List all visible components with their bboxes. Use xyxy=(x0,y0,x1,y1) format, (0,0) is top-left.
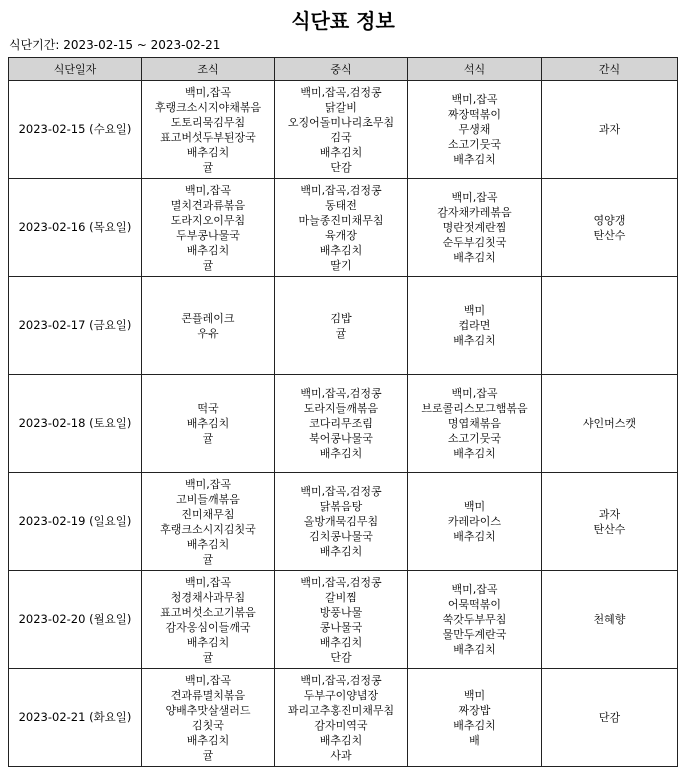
breakfast-item: 멸치견과류볶음 xyxy=(170,198,246,212)
breakfast-item: 귤 xyxy=(202,160,214,174)
dinner-item: 짜장밥 xyxy=(458,703,491,717)
date-cell: 2023-02-18 (토요일) xyxy=(9,375,142,473)
dinner-item: 명엽채볶음 xyxy=(447,417,502,430)
breakfast-item: 견과류멸치볶음 xyxy=(170,688,246,702)
breakfast-item: 귤 xyxy=(202,650,214,664)
snack-cell xyxy=(542,669,678,767)
lunch-item: 동태전 xyxy=(325,198,357,212)
lunch-item: 귤 xyxy=(335,326,347,340)
snack-item: 탄산수 xyxy=(593,522,626,536)
dinner-item: 백미,잡곡 xyxy=(451,191,498,204)
header-breakfast: 조식 xyxy=(142,58,275,81)
lunch-item: 올방개묵김무침 xyxy=(303,515,379,528)
snack-cell xyxy=(542,179,678,277)
dinner-item: 배추김치 xyxy=(453,251,496,264)
table-row xyxy=(9,81,678,179)
dinner-item: 감자채카레볶음 xyxy=(437,206,512,219)
lunch-item: 두부구이양념장 xyxy=(303,688,379,702)
dinner-item: 백미 xyxy=(463,688,486,702)
table-row xyxy=(9,375,678,473)
dinner-item: 물만두계란국 xyxy=(442,628,507,641)
breakfast-cell xyxy=(142,277,275,375)
dinner-item: 배 xyxy=(469,733,480,747)
dinner-cell xyxy=(408,375,542,473)
lunch-item: 닭볶음탕 xyxy=(319,500,363,513)
breakfast-item: 김칫국 xyxy=(192,718,224,732)
date-cell: 2023-02-20 (월요일) xyxy=(9,571,142,669)
breakfast-item: 고비들깨볶음 xyxy=(176,492,240,506)
breakfast-item: 도라지오이무침 xyxy=(170,213,246,227)
snack-cell xyxy=(542,277,678,375)
dinner-item: 배추김치 xyxy=(453,334,496,347)
lunch-item: 배추김치 xyxy=(319,545,363,558)
date-cell: 2023-02-19 (일요일) xyxy=(9,473,142,571)
lunch-item: 단감 xyxy=(330,160,352,174)
dinner-item: 짜장떡볶이 xyxy=(447,108,502,121)
lunch-item: 김밥 xyxy=(330,311,352,325)
breakfast-item: 배추김치 xyxy=(186,733,230,747)
snack-item: 과자 xyxy=(598,123,621,136)
lunch-item: 콩나물국 xyxy=(319,620,363,634)
breakfast-item: 후랭크소시지야채볶음 xyxy=(154,100,262,114)
date-cell: 2023-02-16 (목요일) xyxy=(9,179,142,277)
lunch-item: 꽈리고추홍진미채무침 xyxy=(287,703,395,717)
table-header-row xyxy=(9,58,678,81)
date-cell: 2023-02-21 (화요일) xyxy=(9,669,142,767)
breakfast-item: 귤 xyxy=(202,552,214,566)
breakfast-item: 배추김치 xyxy=(186,537,230,551)
breakfast-cell xyxy=(142,81,275,179)
date-cell: 2023-02-15 (수요일) xyxy=(9,81,142,179)
breakfast-item: 배추김치 xyxy=(186,417,230,430)
header-lunch: 중식 xyxy=(275,58,408,81)
dinner-cell xyxy=(408,277,542,375)
breakfast-cell xyxy=(142,375,275,473)
snack-cell xyxy=(542,81,678,179)
lunch-item: 배추김치 xyxy=(319,145,363,159)
snack-item: 탄산수 xyxy=(593,228,626,242)
breakfast-item: 백미,잡곡 xyxy=(184,477,231,491)
dinner-item: 백미,잡곡 xyxy=(451,387,498,400)
lunch-item: 배추김치 xyxy=(319,447,363,460)
dinner-cell xyxy=(408,179,542,277)
dinner-item: 브로콜리스모그햄볶음 xyxy=(421,402,528,415)
table-row xyxy=(9,571,678,669)
lunch-item: 김치콩나물국 xyxy=(309,530,373,543)
page-title: 식단표 정보 xyxy=(291,9,395,33)
dinner-item: 백미 xyxy=(463,304,486,317)
lunch-item: 백미,잡곡,검정콩 xyxy=(300,85,382,99)
breakfast-item: 청경채사과무침 xyxy=(170,590,246,604)
dinner-item: 백미 xyxy=(463,500,486,513)
breakfast-item: 떡국 xyxy=(197,402,219,415)
snack-cell xyxy=(542,571,678,669)
dinner-item: 무생채 xyxy=(458,123,491,136)
breakfast-item: 귤 xyxy=(202,748,214,762)
lunch-item: 백미,잡곡,검정콩 xyxy=(300,575,382,589)
breakfast-item: 백미,잡곡 xyxy=(184,183,231,197)
breakfast-item: 두부콩나물국 xyxy=(176,228,240,242)
snack-item: 과자 xyxy=(598,507,621,521)
dinner-item: 카레라이스 xyxy=(447,515,502,528)
table-row xyxy=(9,179,678,277)
breakfast-item: 백미,잡곡 xyxy=(184,85,231,99)
lunch-item: 백미,잡곡,검정콩 xyxy=(300,673,382,687)
lunch-cell xyxy=(275,473,408,571)
table-row xyxy=(9,277,678,375)
dinner-item: 컵라면 xyxy=(458,319,491,332)
dinner-item: 백미,잡곡 xyxy=(451,583,498,596)
lunch-item: 갈비찜 xyxy=(325,590,357,604)
breakfast-item: 감자옹심이들깨국 xyxy=(165,620,251,634)
lunch-item: 배추김치 xyxy=(319,635,363,649)
breakfast-item: 백미,잡곡 xyxy=(184,673,231,687)
breakfast-item: 배추김치 xyxy=(186,635,230,649)
table-body xyxy=(9,81,678,767)
lunch-cell xyxy=(275,81,408,179)
lunch-item: 방풍나물 xyxy=(319,605,363,619)
breakfast-item: 도토리묵김무침 xyxy=(170,115,246,129)
dinner-item: 배추김치 xyxy=(453,447,496,460)
date-cell: 2023-02-17 (금요일) xyxy=(9,277,142,375)
header-snack: 간식 xyxy=(542,58,678,81)
breakfast-cell xyxy=(142,571,275,669)
dinner-item: 배추김치 xyxy=(453,530,496,543)
lunch-item: 코다리무조림 xyxy=(309,417,373,430)
lunch-item: 육개장 xyxy=(325,228,357,242)
lunch-item: 단감 xyxy=(330,650,352,664)
breakfast-item: 배추김치 xyxy=(186,243,230,257)
lunch-cell xyxy=(275,277,408,375)
breakfast-item: 양배추맛살샐러드 xyxy=(165,703,251,717)
lunch-item: 오징어돌미나리초무침 xyxy=(287,115,395,129)
dinner-item: 소고기뭇국 xyxy=(447,138,502,151)
breakfast-item: 진미채무침 xyxy=(181,507,235,521)
lunch-item: 마늘종진미채무침 xyxy=(298,213,384,227)
breakfast-item: 표고버섯두부된장국 xyxy=(160,130,256,144)
breakfast-item: 백미,잡곡 xyxy=(184,575,231,589)
lunch-item: 백미,잡곡,검정콩 xyxy=(300,387,382,400)
table-row xyxy=(9,669,678,767)
dinner-item: 순두부김칫국 xyxy=(442,236,507,249)
table-row xyxy=(9,473,678,571)
lunch-item: 백미,잡곡,검정콩 xyxy=(300,485,382,498)
breakfast-cell xyxy=(142,669,275,767)
breakfast-cell xyxy=(142,179,275,277)
lunch-cell xyxy=(275,375,408,473)
dinner-item: 배추김치 xyxy=(453,718,496,732)
breakfast-cell xyxy=(142,473,275,571)
snack-cell xyxy=(542,473,678,571)
dinner-cell xyxy=(408,473,542,571)
lunch-item: 닭갈비 xyxy=(325,100,357,114)
lunch-item: 배추김치 xyxy=(319,733,363,747)
dinner-cell xyxy=(408,571,542,669)
header-date: 식단일자 xyxy=(9,58,142,81)
header-dinner: 석식 xyxy=(408,58,542,81)
lunch-item: 사과 xyxy=(330,748,352,762)
dinner-item: 소고기뭇국 xyxy=(447,432,502,445)
dinner-item: 배추김치 xyxy=(453,153,496,166)
lunch-item: 배추김치 xyxy=(319,243,363,257)
lunch-item: 김국 xyxy=(330,130,352,144)
snack-item: 영양갱 xyxy=(593,213,626,227)
meal-table xyxy=(8,57,678,767)
dinner-item: 어묵떡볶이 xyxy=(447,598,502,611)
breakfast-item: 후랭크소시지김칫국 xyxy=(160,522,256,536)
snack-item: 천혜향 xyxy=(593,613,626,626)
breakfast-item: 귤 xyxy=(202,432,214,445)
lunch-item: 감자미역국 xyxy=(314,718,368,732)
dinner-item: 쑥갓두부무침 xyxy=(442,613,507,626)
dinner-item: 백미,잡곡 xyxy=(451,93,498,106)
breakfast-item: 귤 xyxy=(202,258,214,272)
dinner-item: 명란젓계란찜 xyxy=(442,221,507,234)
breakfast-item: 표고버섯소고기볶음 xyxy=(160,605,256,619)
breakfast-item: 우유 xyxy=(197,326,219,340)
lunch-item: 백미,잡곡,검정콩 xyxy=(300,183,382,197)
snack-item: 샤인머스캣 xyxy=(582,417,637,430)
lunch-item: 북어콩나물국 xyxy=(309,432,373,445)
lunch-item: 도라지들깨볶음 xyxy=(303,402,379,415)
lunch-cell xyxy=(275,179,408,277)
snack-cell xyxy=(542,375,678,473)
dinner-cell xyxy=(408,669,542,767)
meal-period: 식단기간: 2023-02-15 ~ 2023-02-21 xyxy=(9,38,221,52)
breakfast-item: 콘플레이크 xyxy=(181,311,235,325)
lunch-item: 딸기 xyxy=(330,258,352,272)
dinner-cell xyxy=(408,81,542,179)
snack-item: 단감 xyxy=(598,711,621,724)
dinner-item: 배추김치 xyxy=(453,643,496,656)
lunch-cell xyxy=(275,669,408,767)
lunch-cell xyxy=(275,571,408,669)
breakfast-item: 배추김치 xyxy=(186,145,230,159)
